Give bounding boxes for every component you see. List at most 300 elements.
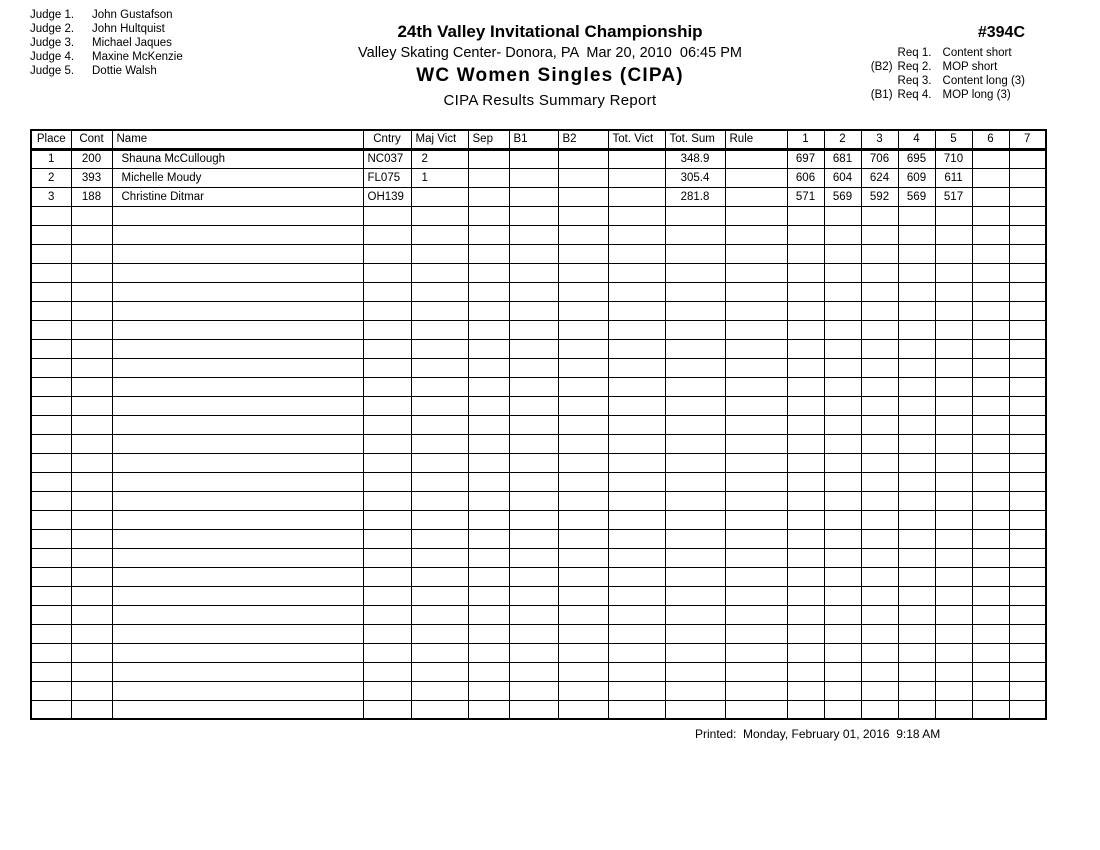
requirement-label: Req 2.	[897, 61, 932, 73]
cell-judge-2	[824, 567, 861, 586]
cell-judge-4	[898, 510, 935, 529]
cell-cont	[71, 434, 112, 453]
cell-rule	[725, 358, 787, 377]
cell-tot-vict	[608, 149, 665, 168]
cell-tot-vict	[608, 168, 665, 187]
cell-judge-4	[898, 662, 935, 681]
cell-judge-5	[935, 510, 972, 529]
cell-judge-7	[1009, 605, 1046, 624]
cell-judge-5: 517	[935, 187, 972, 206]
cell-name	[112, 491, 363, 510]
cell-b2	[558, 339, 608, 358]
cell-tot-sum	[665, 643, 725, 662]
requirement-prefix	[863, 74, 893, 88]
cell-tot-sum	[665, 282, 725, 301]
cell-judge-7	[1009, 472, 1046, 491]
requirement-label: Req 3.	[897, 75, 932, 87]
empty-row	[31, 567, 1046, 586]
cell-b1	[509, 396, 558, 415]
cell-judge-5	[935, 605, 972, 624]
cell-cntry	[363, 662, 411, 681]
cell-judge-7	[1009, 643, 1046, 662]
cell-judge-5	[935, 453, 972, 472]
cell-judge-3	[861, 358, 898, 377]
cell-judge-5	[935, 662, 972, 681]
cell-cont	[71, 396, 112, 415]
cell-judge-4: 695	[898, 149, 935, 168]
cell-cont	[71, 510, 112, 529]
judge-name: Dottie Walsh	[92, 65, 157, 77]
cell-cntry	[363, 548, 411, 567]
cell-cntry	[363, 244, 411, 263]
cell-judge-4	[898, 339, 935, 358]
cell-judge-4	[898, 434, 935, 453]
cell-maj-vict	[411, 263, 468, 282]
cell-cntry	[363, 643, 411, 662]
cell-sep	[468, 434, 509, 453]
cell-judge-5: 710	[935, 149, 972, 168]
cell-judge-6	[972, 548, 1009, 567]
cell-judge-7	[1009, 282, 1046, 301]
cell-tot-vict	[608, 567, 665, 586]
cell-b2	[558, 434, 608, 453]
cell-cntry	[363, 415, 411, 434]
cell-judge-1	[787, 605, 824, 624]
judge-label: Judge 4.	[30, 51, 75, 63]
empty-row	[31, 339, 1046, 358]
cell-tot-vict	[608, 263, 665, 282]
cell-rule	[725, 605, 787, 624]
cell-judge-5	[935, 586, 972, 605]
cell-b1	[509, 339, 558, 358]
cell-judge-1	[787, 206, 824, 225]
cell-name	[112, 681, 363, 700]
cell-b1	[509, 567, 558, 586]
judge-name: Maxine McKenzie	[92, 51, 183, 63]
cell-judge-4	[898, 244, 935, 263]
cell-tot-sum	[665, 529, 725, 548]
cell-rule	[725, 168, 787, 187]
cell-sep	[468, 567, 509, 586]
cell-maj-vict	[411, 548, 468, 567]
cell-rule	[725, 681, 787, 700]
requirement-row	[863, 60, 1025, 74]
table-header-row	[31, 130, 1046, 149]
cell-sep	[468, 225, 509, 244]
cell-tot-vict	[608, 605, 665, 624]
cell-judge-4	[898, 453, 935, 472]
cell-judge-7	[1009, 320, 1046, 339]
cell-judge-7	[1009, 263, 1046, 282]
cell-judge-6	[972, 700, 1009, 719]
cell-b1	[509, 586, 558, 605]
cell-cntry	[363, 491, 411, 510]
cell-place	[31, 301, 71, 320]
empty-row	[31, 282, 1046, 301]
cell-cntry	[363, 301, 411, 320]
cell-maj-vict	[411, 510, 468, 529]
cell-judge-5	[935, 548, 972, 567]
results-table	[30, 129, 1047, 720]
cell-judge-6	[972, 624, 1009, 643]
cell-b1	[509, 548, 558, 567]
cell-rule	[725, 434, 787, 453]
cell-b2	[558, 643, 608, 662]
cell-tot-vict	[608, 510, 665, 529]
cell-judge-6	[972, 472, 1009, 491]
cell-b1	[509, 149, 558, 168]
empty-row	[31, 605, 1046, 624]
cell-maj-vict	[411, 225, 468, 244]
cell-cont	[71, 605, 112, 624]
cell-tot-vict	[608, 700, 665, 719]
cell-tot-vict	[608, 206, 665, 225]
cell-judge-5	[935, 567, 972, 586]
judge-row	[30, 8, 183, 22]
cell-place	[31, 700, 71, 719]
cell-judge-7	[1009, 339, 1046, 358]
cell-judge-6	[972, 434, 1009, 453]
cell-tot-sum	[665, 510, 725, 529]
cell-judge-2	[824, 700, 861, 719]
cell-judge-4	[898, 681, 935, 700]
cell-tot-sum	[665, 396, 725, 415]
cell-maj-vict	[411, 244, 468, 263]
empty-row	[31, 415, 1046, 434]
cell-b2	[558, 586, 608, 605]
cell-tot-vict	[608, 453, 665, 472]
cell-judge-7	[1009, 548, 1046, 567]
cell-cont: 393	[71, 168, 112, 187]
cell-judge-3	[861, 586, 898, 605]
cell-judge-4: 609	[898, 168, 935, 187]
cell-judge-2	[824, 415, 861, 434]
cell-sep	[468, 624, 509, 643]
column-header-cntry: Cntry	[363, 130, 411, 149]
empty-row	[31, 453, 1046, 472]
cell-cntry	[363, 529, 411, 548]
cell-judge-2	[824, 244, 861, 263]
cell-sep	[468, 643, 509, 662]
cell-place	[31, 339, 71, 358]
column-header-judge-3: 3	[861, 130, 898, 149]
cell-judge-2	[824, 434, 861, 453]
printed-line: Printed: Monday, February 01, 2016 9:18 AM	[695, 727, 941, 741]
cell-cntry	[363, 206, 411, 225]
column-header-name: Name	[112, 130, 363, 149]
empty-row	[31, 358, 1046, 377]
empty-row	[31, 586, 1046, 605]
cell-place	[31, 358, 71, 377]
cell-judge-5	[935, 681, 972, 700]
cell-maj-vict	[411, 491, 468, 510]
cell-name: Michelle Moudy	[112, 168, 363, 187]
cell-name	[112, 263, 363, 282]
cell-rule	[725, 700, 787, 719]
cell-judge-2	[824, 548, 861, 567]
cell-sep	[468, 491, 509, 510]
cell-maj-vict	[411, 358, 468, 377]
cell-sep	[468, 301, 509, 320]
cell-cont	[71, 244, 112, 263]
cell-cont	[71, 206, 112, 225]
cell-judge-6	[972, 377, 1009, 396]
cell-sep	[468, 396, 509, 415]
cell-judge-2	[824, 263, 861, 282]
cell-judge-2: 604	[824, 168, 861, 187]
cell-judge-5	[935, 700, 972, 719]
cell-rule	[725, 548, 787, 567]
cell-cont	[71, 472, 112, 491]
cell-rule	[725, 339, 787, 358]
cell-maj-vict: 2	[411, 149, 468, 168]
cell-sep	[468, 263, 509, 282]
cell-name	[112, 548, 363, 567]
cell-place	[31, 396, 71, 415]
cell-judge-6	[972, 263, 1009, 282]
cell-cont	[71, 624, 112, 643]
cell-judge-4	[898, 320, 935, 339]
cell-judge-4	[898, 282, 935, 301]
empty-row	[31, 472, 1046, 491]
column-header-rule: Rule	[725, 130, 787, 149]
cell-rule	[725, 491, 787, 510]
cell-rule	[725, 263, 787, 282]
cell-sep	[468, 510, 509, 529]
cell-sep	[468, 681, 509, 700]
cell-name	[112, 206, 363, 225]
cell-tot-sum	[665, 263, 725, 282]
cell-b1	[509, 472, 558, 491]
cell-sep	[468, 149, 509, 168]
cell-rule	[725, 529, 787, 548]
cell-b2	[558, 548, 608, 567]
cell-judge-7	[1009, 415, 1046, 434]
cell-b1	[509, 453, 558, 472]
cell-cntry	[363, 453, 411, 472]
cell-judge-4	[898, 586, 935, 605]
cell-judge-4	[898, 700, 935, 719]
cell-sep	[468, 662, 509, 681]
cell-judge-7	[1009, 187, 1046, 206]
cell-judge-4	[898, 415, 935, 434]
cell-judge-2	[824, 472, 861, 491]
cell-b1	[509, 282, 558, 301]
cell-judge-2	[824, 225, 861, 244]
cell-judge-5	[935, 377, 972, 396]
cell-judge-2	[824, 339, 861, 358]
cell-rule	[725, 187, 787, 206]
cell-maj-vict	[411, 301, 468, 320]
cell-tot-sum	[665, 491, 725, 510]
cell-maj-vict	[411, 396, 468, 415]
event-title: WC Women Singles (CIPA)	[416, 65, 684, 86]
cell-judge-1	[787, 263, 824, 282]
cell-b2	[558, 491, 608, 510]
cell-place	[31, 681, 71, 700]
cell-tot-sum	[665, 586, 725, 605]
cell-cntry: NC037	[363, 149, 411, 168]
cell-judge-6	[972, 149, 1009, 168]
cell-maj-vict	[411, 567, 468, 586]
cell-judge-4	[898, 225, 935, 244]
cell-judge-2: 681	[824, 149, 861, 168]
cell-place	[31, 643, 71, 662]
empty-row	[31, 510, 1046, 529]
cell-name: Shauna McCullough	[112, 149, 363, 168]
cell-sep	[468, 529, 509, 548]
cell-cont	[71, 567, 112, 586]
cell-b2	[558, 529, 608, 548]
cell-judge-7	[1009, 301, 1046, 320]
cell-b1	[509, 681, 558, 700]
cell-cntry	[363, 700, 411, 719]
cell-b1	[509, 225, 558, 244]
cell-judge-7	[1009, 700, 1046, 719]
cell-judge-1	[787, 681, 824, 700]
cell-b1	[509, 206, 558, 225]
cell-tot-vict	[608, 529, 665, 548]
cell-place	[31, 586, 71, 605]
cell-sep	[468, 586, 509, 605]
cell-place	[31, 244, 71, 263]
cell-judge-7	[1009, 377, 1046, 396]
cell-judge-3	[861, 453, 898, 472]
cell-maj-vict	[411, 453, 468, 472]
cell-place	[31, 377, 71, 396]
cell-tot-vict	[608, 301, 665, 320]
requirement-row	[863, 88, 1025, 102]
requirement-label: Req 1.	[897, 47, 932, 59]
cell-judge-7	[1009, 453, 1046, 472]
cell-b2	[558, 149, 608, 168]
column-header-tot-vict: Tot. Vict	[608, 130, 665, 149]
cell-place	[31, 415, 71, 434]
event-number: #394C	[977, 24, 1025, 41]
cell-tot-sum	[665, 662, 725, 681]
cell-tot-vict	[608, 320, 665, 339]
cell-tot-sum: 281.8	[665, 187, 725, 206]
cell-b1	[509, 187, 558, 206]
cell-tot-vict	[608, 225, 665, 244]
cell-judge-3	[861, 472, 898, 491]
cell-sep	[468, 453, 509, 472]
cell-judge-6	[972, 396, 1009, 415]
cell-maj-vict	[411, 187, 468, 206]
cell-tot-vict	[608, 244, 665, 263]
empty-row	[31, 662, 1046, 681]
cell-judge-3: 624	[861, 168, 898, 187]
venue-line: Valley Skating Center- Donora, PA Mar 20, 2010 06:45 PM	[358, 45, 742, 61]
cell-b2	[558, 700, 608, 719]
cell-rule	[725, 396, 787, 415]
cell-cntry	[363, 339, 411, 358]
cell-name	[112, 453, 363, 472]
cell-name	[112, 643, 363, 662]
cell-rule	[725, 643, 787, 662]
cell-cont	[71, 662, 112, 681]
requirements-list	[863, 46, 1025, 102]
cell-judge-6	[972, 662, 1009, 681]
cell-rule	[725, 149, 787, 168]
cell-judge-6	[972, 453, 1009, 472]
cell-name	[112, 586, 363, 605]
cell-judge-1	[787, 643, 824, 662]
empty-row	[31, 491, 1046, 510]
cell-cont	[71, 548, 112, 567]
cell-judge-5	[935, 263, 972, 282]
cell-judge-3	[861, 320, 898, 339]
empty-row	[31, 301, 1046, 320]
cell-judge-3	[861, 643, 898, 662]
cell-judge-2	[824, 529, 861, 548]
cell-tot-sum	[665, 377, 725, 396]
cell-b1	[509, 491, 558, 510]
cell-name	[112, 282, 363, 301]
cell-name	[112, 339, 363, 358]
cell-place	[31, 206, 71, 225]
cell-judge-3	[861, 206, 898, 225]
cell-judge-6	[972, 358, 1009, 377]
cell-judge-2	[824, 453, 861, 472]
cell-judge-1	[787, 567, 824, 586]
cell-judge-1: 697	[787, 149, 824, 168]
cell-judge-6	[972, 168, 1009, 187]
cell-judge-1	[787, 434, 824, 453]
cell-sep	[468, 472, 509, 491]
cell-judge-3	[861, 548, 898, 567]
cell-judge-7	[1009, 206, 1046, 225]
cell-judge-5	[935, 320, 972, 339]
cell-name	[112, 624, 363, 643]
cell-cntry	[363, 396, 411, 415]
cell-maj-vict	[411, 434, 468, 453]
cell-judge-5	[935, 529, 972, 548]
cell-judge-2	[824, 643, 861, 662]
empty-row	[31, 377, 1046, 396]
cell-judge-2: 569	[824, 187, 861, 206]
cell-place	[31, 548, 71, 567]
cell-judge-7	[1009, 567, 1046, 586]
cell-cont	[71, 377, 112, 396]
cell-cont	[71, 358, 112, 377]
empty-row	[31, 643, 1046, 662]
cell-judge-5	[935, 434, 972, 453]
cell-tot-vict	[608, 491, 665, 510]
cell-maj-vict	[411, 472, 468, 491]
cell-judge-5	[935, 206, 972, 225]
cell-tot-vict	[608, 415, 665, 434]
cell-judge-7	[1009, 681, 1046, 700]
cell-maj-vict	[411, 529, 468, 548]
cell-tot-vict	[608, 662, 665, 681]
cell-tot-sum	[665, 225, 725, 244]
cell-cont	[71, 491, 112, 510]
cell-b1	[509, 605, 558, 624]
cell-judge-1: 571	[787, 187, 824, 206]
column-header-place: Place	[31, 130, 71, 149]
cell-rule	[725, 225, 787, 244]
cell-sep	[468, 415, 509, 434]
cell-sep	[468, 244, 509, 263]
judge-name: Michael Jaques	[92, 37, 172, 49]
cell-tot-vict	[608, 339, 665, 358]
cell-maj-vict	[411, 206, 468, 225]
cell-maj-vict: 1	[411, 168, 468, 187]
cell-judge-1	[787, 624, 824, 643]
cell-b2	[558, 358, 608, 377]
cell-place: 3	[31, 187, 71, 206]
